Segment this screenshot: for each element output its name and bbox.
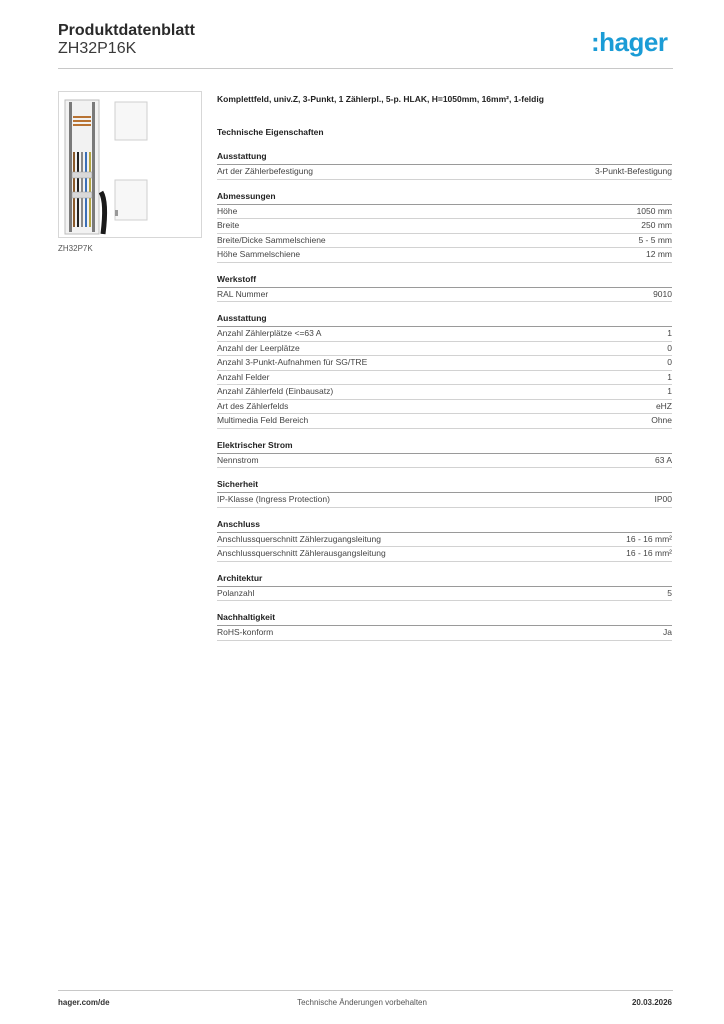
- spec-row: [217, 385, 672, 400]
- spec-section: [217, 151, 672, 180]
- spec-section: [217, 274, 672, 303]
- footer-website[interactable]: hager.com/de: [58, 998, 110, 1007]
- spec-value: eHZ: [655, 400, 672, 411]
- spec-row: [217, 547, 672, 562]
- section-title: Anschluss: [217, 519, 672, 533]
- spec-label: Nennstrom: [217, 454, 259, 465]
- section-title: Elektrischer Strom: [217, 440, 672, 454]
- spec-sections: [217, 151, 672, 641]
- spec-row: [217, 248, 672, 263]
- section-title: Nachhaltigkeit: [217, 612, 672, 626]
- spec-label: Anzahl Zählerplätze <=63 A: [217, 328, 322, 338]
- section-title: Abmessungen: [217, 191, 672, 205]
- spec-row: [217, 533, 672, 548]
- spec-value: 250 mm: [641, 220, 672, 230]
- spec-value: 16 - 16 mm²: [626, 533, 672, 544]
- spec-row: [217, 205, 672, 220]
- spec-value: 0: [667, 357, 672, 367]
- product-image: [58, 91, 202, 238]
- spec-value: 12 mm: [646, 249, 672, 259]
- spec-row: [217, 327, 672, 342]
- spec-row: [217, 414, 672, 429]
- spec-value: 9010: [653, 288, 672, 299]
- spec-content: [217, 94, 672, 652]
- hager-logo: :hager: [591, 27, 668, 57]
- spec-value: 1: [667, 371, 672, 382]
- spec-value: 1050 mm: [636, 205, 672, 216]
- spec-label: Breite/Dicke Sammelschiene: [217, 234, 326, 245]
- footer-note: Technische Änderungen vorbehalten: [297, 998, 427, 1007]
- spec-label: Anzahl Zählerfeld (Einbausatz): [217, 386, 334, 396]
- spec-value: 63 A: [654, 454, 672, 465]
- spec-label: Multimedia Feld Bereich: [217, 415, 309, 425]
- spec-row: [217, 165, 672, 180]
- spec-label: Art der Zählerbefestigung: [217, 166, 313, 176]
- footer-divider: [58, 990, 673, 991]
- spec-section: [217, 573, 672, 602]
- spec-label: RoHS-konform: [217, 627, 274, 637]
- spec-label: Art des Zählerfelds: [217, 400, 289, 411]
- spec-value: IP00: [654, 494, 672, 504]
- section-title: Architektur: [217, 573, 672, 587]
- spec-label: Höhe Sammelschiene: [217, 249, 301, 259]
- spec-label: Anzahl Felder: [217, 371, 270, 382]
- spec-row: [217, 454, 672, 469]
- spec-label: Anzahl 3-Punkt-Aufnahmen für SG/TRE: [217, 357, 368, 367]
- spec-row: [217, 400, 672, 415]
- header-divider: [58, 68, 673, 69]
- spec-label: Anschlussquerschnitt Zählerausgangsleitung: [217, 548, 386, 558]
- spec-value: Ja: [663, 627, 672, 637]
- spec-value: 1: [667, 328, 672, 338]
- spec-row: [217, 342, 672, 357]
- spec-label: IP-Klasse (Ingress Protection): [217, 494, 330, 504]
- spec-row: [217, 626, 672, 641]
- spec-row: [217, 371, 672, 386]
- spec-section: [217, 440, 672, 469]
- spec-label: Polanzahl: [217, 587, 255, 598]
- footer-date: 20.03.2026: [631, 998, 672, 1007]
- page-title: Produktdatenblatt: [58, 22, 195, 39]
- spec-row: [217, 356, 672, 371]
- spec-value: 16 - 16 mm²: [626, 548, 672, 558]
- spec-label: Breite: [217, 220, 240, 230]
- product-code: ZH32P16K: [58, 40, 137, 57]
- tech-properties-heading: Technische Eigenschaften: [217, 127, 324, 137]
- product-description: Komplettfeld, univ.Z, 3-Punkt, 1 Zählerpl., 5-p. HLAK, H=1050mm, 16mm², 1-feldig: [217, 94, 544, 104]
- spec-value: 5: [667, 587, 672, 598]
- spec-value: 5 - 5 mm: [638, 234, 672, 245]
- spec-value: 0: [667, 342, 672, 353]
- spec-label: RAL Nummer: [217, 288, 269, 299]
- spec-label: Höhe: [217, 205, 238, 216]
- section-title: Ausstattung: [217, 151, 672, 165]
- spec-row: [217, 288, 672, 303]
- spec-row: [217, 219, 672, 234]
- spec-value: 3-Punkt-Befestigung: [594, 166, 672, 176]
- spec-label: Anzahl der Leerplätze: [217, 342, 300, 353]
- spec-section: [217, 479, 672, 508]
- spec-row: [217, 234, 672, 249]
- meter-panel-illustration: [59, 92, 201, 237]
- spec-section: [217, 612, 672, 641]
- spec-label: Anschlussquerschnitt Zählerzugangsleitung: [217, 533, 381, 544]
- spec-row: [217, 493, 672, 508]
- spec-section: [217, 313, 672, 429]
- section-title: Werkstoff: [217, 274, 672, 288]
- spec-value: Ohne: [651, 415, 672, 425]
- spec-section: [217, 519, 672, 562]
- spec-value: 1: [667, 386, 672, 396]
- spec-row: [217, 587, 672, 602]
- image-caption: ZH32P7K: [58, 244, 93, 253]
- spec-section: [217, 191, 672, 263]
- section-title: Ausstattung: [217, 313, 672, 327]
- section-title: Sicherheit: [217, 479, 672, 493]
